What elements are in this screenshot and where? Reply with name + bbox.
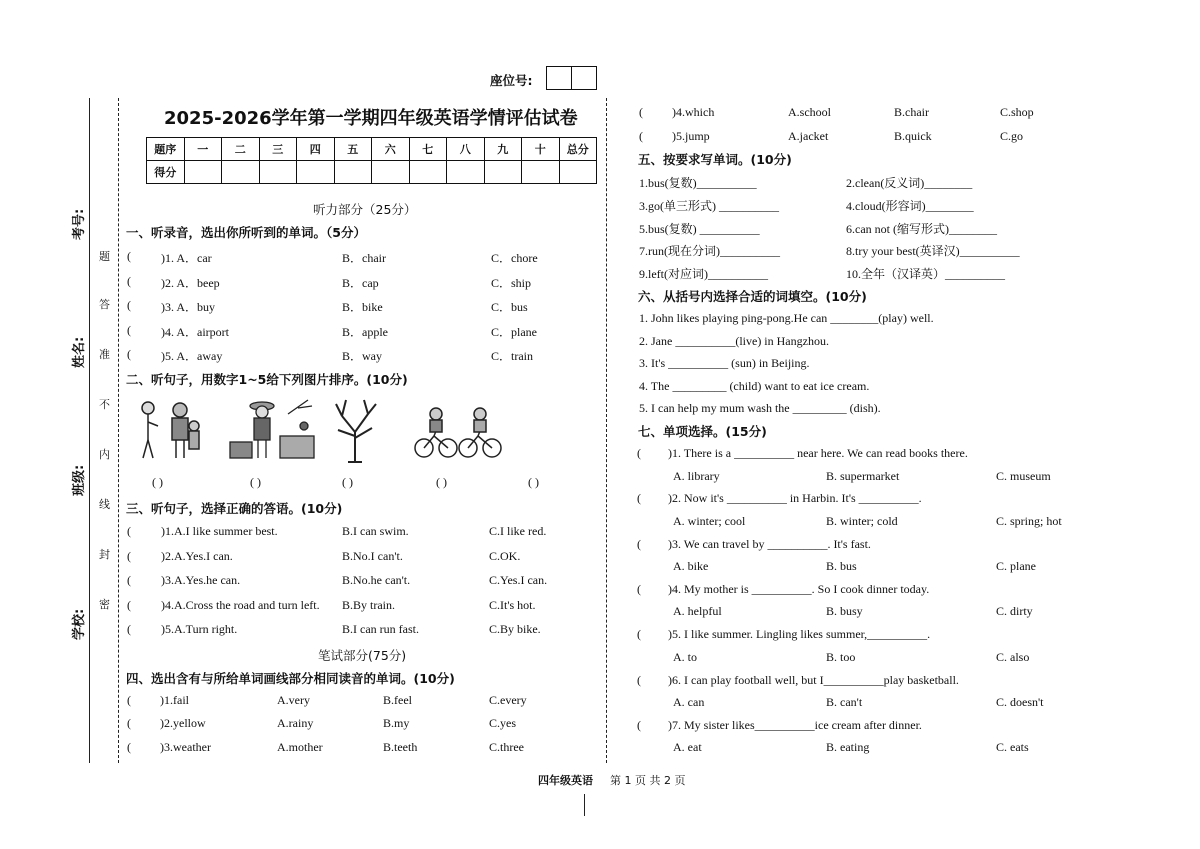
farmer-picture [228,396,318,462]
score-cell[interactable] [447,161,485,184]
option-a: )3. A．buy [161,300,216,314]
school-label: 学校: [72,608,87,640]
answer-paren[interactable]: ( [127,524,131,538]
option-a: A. to [673,649,697,664]
exam-title: 2025-2026学年第一学期四年级英语学情评估试卷 [164,108,578,129]
option-b: B.quick [894,128,932,143]
option-a: )2.A.Yes.I can. [161,548,233,563]
option-b: B.I can run fast. [342,622,419,636]
answer-paren[interactable]: ( [127,597,131,612]
seat-box-2[interactable] [571,66,597,90]
score-table-score-row [147,161,597,184]
written-section-header: 笔试部分(75分) [318,648,407,663]
answer-paren[interactable]: ( [637,627,641,642]
section-3-heading: 三、听句子，选择正确的答语。(10分) [126,501,343,516]
option-a: A. eat [673,740,702,755]
margin-line-outer [89,98,90,763]
option-a: A.jacket [788,128,829,143]
answer-paren[interactable]: ( [637,536,641,551]
score-header-cell: 九 [484,138,522,161]
score-cell[interactable] [297,161,335,184]
option-c: C．ship [491,275,532,290]
option-a: )2. A．beep [161,275,220,290]
score-cell[interactable] [559,161,597,184]
fill-blank-item[interactable]: 4. The _________ (child) want to eat ice cream. [639,378,870,393]
answer-paren[interactable]: ( [637,491,641,506]
option-a: A.very [277,693,310,707]
score-header-cell: 五 [334,138,372,161]
score-header-cell: 一 [184,138,222,161]
order-blank[interactable]: ( ) [436,475,447,489]
option-b: B.teeth [383,739,418,754]
answer-paren[interactable]: ( [639,105,643,119]
option-b: B. supermarket [826,468,900,483]
answer-paren[interactable]: ( [637,672,641,687]
question-text: )7. My sister likes__________ice cream after dinner. [668,717,922,732]
answer-paren[interactable]: ( [127,548,131,563]
score-header-cell: 七 [409,138,447,161]
seat-boxes[interactable] [546,66,597,95]
answer-paren[interactable]: ( [127,347,131,361]
score-cell[interactable] [522,161,560,184]
option-c: C. museum [996,468,1051,483]
section-1-heading: 一、听录音，选出你所听到的单词。（5分） [126,225,366,240]
word-task[interactable]: 3.go(单三形式) __________ [639,198,779,213]
option-c: C. also [996,649,1030,664]
option-a: A. can [673,695,705,709]
seal-char: 准 [99,348,110,361]
score-row-label: 得分 [147,161,185,184]
option-c: C.every [489,693,527,707]
option-c: C. eats [996,740,1029,755]
fill-lines [82,210,83,660]
option-b: B．bike [342,300,383,314]
option-b: B.By train. [342,597,395,612]
section-4-heading: 四、选出含有与所给单词画线部分相同读音的单词。(10分) [126,671,455,686]
option-b: B.my [383,716,410,731]
score-header-cell: 八 [447,138,485,161]
option-c: C．train [491,349,533,363]
question-word: )1.fail [160,693,189,707]
option-a: )1.A.I like summer best. [161,524,278,538]
question-word: )3.weather [160,739,211,754]
seal-char: 内 [99,448,110,461]
word-task[interactable]: 7.run(现在分词)__________ [639,244,780,259]
option-c: C.go [1000,128,1024,143]
score-header-cell: 总分 [559,138,597,161]
option-c: C．plane [491,324,537,339]
score-cell[interactable] [409,161,447,184]
score-header-cell: 四 [297,138,335,161]
word-task[interactable]: 2.clean(反义词)________ [846,176,973,190]
option-a: A. library [673,468,720,483]
answer-paren[interactable]: ( [127,273,131,288]
word-task[interactable]: 5.bus(复数) __________ [639,221,760,236]
people-picture [136,396,202,462]
section-6-heading: 六、从括号内选择合适的词填空。(10分) [638,289,867,304]
option-c: C．bus [491,300,528,314]
option-a: )5.A.Turn right. [161,622,238,636]
option-b: B. eating [826,740,870,755]
answer-paren[interactable]: ( [127,322,131,337]
option-a: A.rainy [277,716,314,731]
score-cell[interactable] [484,161,522,184]
option-c: C．chore [491,251,538,265]
answer-paren[interactable]: ( [637,446,641,460]
option-c: C. plane [996,559,1036,574]
option-b: B．cap [342,275,379,290]
option-c: C.yes [489,716,516,731]
option-b: B. too [826,649,856,664]
option-b: B．chair [342,251,386,265]
center-tick [584,794,585,816]
option-b: B.chair [894,105,929,119]
class-label: 班级: [72,464,87,496]
option-b: B．way [342,349,382,363]
fill-blank-item[interactable]: 1. John likes playing ping-pong.He can ________(play) well. [639,311,934,325]
option-b: B. winter; cold [826,513,898,528]
section-2-heading: 二、听句子，用数字1~5给下列图片排序。(10分) [126,372,408,387]
question-word: )5.jump [672,128,710,143]
name-label: 姓名: [72,336,87,368]
score-header-cell: 十 [522,138,560,161]
option-a: )1. A．car [161,251,212,265]
cyclists-picture [412,404,504,460]
option-c: C.OK. [489,548,521,563]
option-b: B. bus [826,559,857,574]
option-c: C. doesn't [996,695,1044,709]
word-task[interactable]: 8.try your best(英译汉)__________ [846,244,1020,259]
answer-paren[interactable]: ( [127,298,131,312]
option-b: B. busy [826,604,863,619]
answer-paren[interactable]: ( [127,739,131,754]
score-header-cell: 三 [259,138,297,161]
option-c: C.shop [1000,105,1034,119]
option-b: B.No.he can't. [342,573,411,587]
score-cell[interactable] [184,161,222,184]
seal-char: 封 [99,548,110,561]
seal-char: 答 [99,298,110,311]
option-a: A. winter; cool [673,513,746,528]
option-b: B.I can swim. [342,524,409,538]
word-task[interactable]: 10.全年（汉译英）__________ [846,267,1006,282]
option-a: A.school [788,105,831,119]
score-header-cell: 六 [372,138,410,161]
option-a: )4. A．airport [161,324,229,339]
answer-paren[interactable]: ( [127,573,131,587]
order-blank[interactable]: ( ) [528,475,539,489]
score-cell[interactable] [334,161,372,184]
question-word: )2.yellow [160,716,206,731]
section-7-heading: 七、单项选择。(15分) [638,424,767,439]
fill-blank-item[interactable]: 5. I can help my mum wash the _________ (dish). [639,401,881,416]
option-b: B.feel [383,693,412,707]
tree-picture [332,396,378,464]
question-text: )5. I like summer. Lingling likes summer,__________. [668,627,931,642]
option-c: C.By bike. [489,622,541,636]
exam-number-label: 考号: [72,208,87,240]
answer-paren[interactable]: ( [127,249,131,263]
score-cell[interactable] [222,161,260,184]
fill-blank-item[interactable]: 2. Jane __________(live) in Hangzhou. [639,333,829,348]
answer-paren[interactable]: ( [127,622,131,636]
column-divider [606,98,607,763]
order-blank[interactable]: ( ) [152,475,163,489]
answer-paren[interactable]: ( [127,693,131,707]
seat-label: 座位号: [490,73,533,88]
footer-subject: 四年级英语 [538,774,593,787]
question-text: )1. There is a __________ near here. We can read books there. [668,446,968,460]
answer-paren[interactable]: ( [637,581,641,596]
option-a: )5. A．away [161,349,223,363]
option-c: C.Yes.I can. [489,573,548,587]
answer-paren[interactable]: ( [637,717,641,732]
question-word: )4.which [672,105,715,119]
seal-char: 线 [99,498,110,511]
question-text: )6. I can play football well, but I__________play basketball. [668,672,959,687]
score-table-header-row [147,138,597,161]
question-text: )4. My mother is __________. So I cook dinner today. [668,581,930,596]
word-task[interactable]: 9.left(对应词)__________ [639,267,768,282]
seal-char: 不 [99,398,110,411]
question-text: )2. Now it's __________ in Harbin. It's __________. [668,491,922,506]
seat-box-1[interactable] [546,66,572,90]
score-cell[interactable] [372,161,410,184]
order-blank[interactable]: ( ) [250,475,261,489]
option-c: C. dirty [996,604,1033,619]
word-task[interactable]: 6.can not (缩写形式)________ [846,221,997,236]
word-task[interactable]: 1.bus(复数)__________ [639,176,757,190]
score-table [146,137,597,184]
seal-char: 密 [99,598,110,611]
option-b: B．apple [342,324,388,339]
order-blank[interactable]: ( ) [342,475,353,489]
footer-page-number: 第 1 页 共 2 页 [610,774,686,787]
option-c: C.three [489,739,524,754]
option-a: )3.A.Yes.he can. [161,573,241,587]
score-header-cell: 题序 [147,138,185,161]
option-a: )4.A.Cross the road and turn left. [161,597,320,612]
answer-paren[interactable]: ( [639,128,643,143]
word-task[interactable]: 4.cloud(形容词)________ [846,198,974,213]
question-text: )3. We can travel by __________. It's fast. [668,536,871,551]
margin-line-seal [118,98,119,763]
option-a: A. bike [673,559,709,574]
option-b: B. can't [826,695,863,709]
score-header-cell: 二 [222,138,260,161]
section-5-heading: 五、按要求写单词。(10分) [638,152,792,167]
seal-char: 题 [99,250,110,263]
option-c: C.I like red. [489,524,547,538]
option-c: C. spring; hot [996,513,1062,528]
fill-blank-item[interactable]: 3. It's __________ (sun) in Beijing. [639,356,810,371]
option-a: A. helpful [673,604,722,619]
option-b: B.No.I can't. [342,548,403,563]
option-a: A.mother [277,739,323,754]
option-c: C.It's hot. [489,597,536,612]
listening-section-header: 听力部分（25分） [313,202,417,217]
score-cell[interactable] [259,161,297,184]
answer-paren[interactable]: ( [127,716,131,731]
